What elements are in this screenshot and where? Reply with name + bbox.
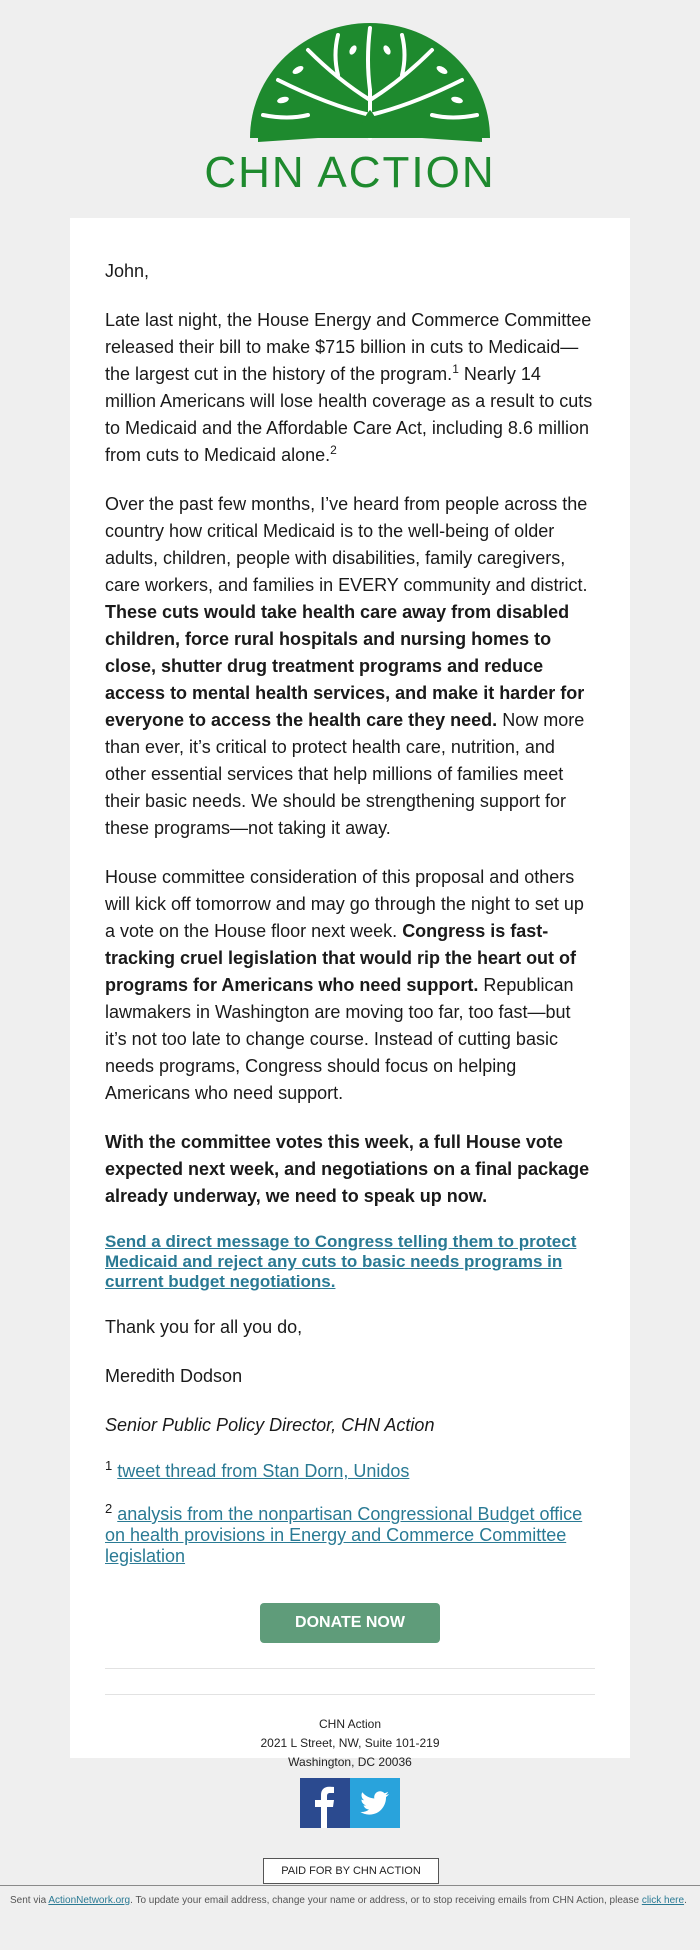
- footer-sent-via: Sent via: [10, 1895, 49, 1906]
- click-here-link[interactable]: click here: [641, 1895, 685, 1906]
- footer-text: [10, 1894, 690, 1908]
- address-city: Washington, DC 20036: [288, 1755, 412, 1769]
- footnote-2-link[interactable]: analysis from the nonpartisan Congressional Budget office on health provisions in Energy and Commerce Committee legislation: [105, 1504, 583, 1566]
- donate-now-button[interactable]: DONATE NOW: [260, 1603, 440, 1643]
- twitter-bird-icon: [350, 1778, 400, 1828]
- footnote-2-number: 2: [105, 1501, 113, 1516]
- signer-name: Meredith Dodson: [105, 1366, 243, 1386]
- facebook-icon[interactable]: [300, 1778, 350, 1828]
- address-org: CHN Action: [318, 1717, 382, 1731]
- p1-text-a: Late last night, the House Energy and Commerce Committee released their bill to make $715 billion in cuts to Medicaid—the largest cut in the history of the program.: [105, 310, 592, 384]
- divider: [105, 1694, 595, 1695]
- twitter-icon[interactable]: [350, 1778, 400, 1828]
- p4-bold: With the committee votes this week, a full House vote expected next week, and negotiations on a final package already underway, we need to speak up now.: [105, 1132, 590, 1206]
- footer-bar: [0, 1885, 700, 1950]
- footnote-ref-1: 1: [452, 362, 459, 376]
- logo-text: CHN ACTION: [204, 148, 496, 197]
- actionnetwork-link[interactable]: ActionNetwork.org: [48, 1895, 131, 1906]
- thanks-text: Thank you for all you do,: [105, 1317, 303, 1337]
- facebook-glyph-icon: [300, 1778, 350, 1828]
- send-message-link[interactable]: Send a direct message to Congress telling them to protect Medicaid and reject any cuts to basic needs programs in current budget negotiations.: [105, 1232, 577, 1291]
- footnote-1-link[interactable]: tweet thread from Stan Dorn, Unidos: [117, 1461, 410, 1481]
- divider: [105, 1668, 595, 1669]
- footnote-2: [105, 1501, 595, 1567]
- social-links: [300, 1778, 400, 1828]
- paragraph-1: [105, 307, 595, 469]
- header: [0, 0, 700, 218]
- p2-text-b: Now more than ever, it’s critical to protect health care, nutrition, and other essential services that help millions of families meet their basic needs. We should be strengthening support for these programs—not taking it away.: [105, 710, 585, 838]
- email-card: [70, 218, 630, 1769]
- footnote-1-number: 1: [105, 1458, 113, 1473]
- signer-title: Senior Public Policy Director, CHN Action: [105, 1415, 435, 1435]
- paragraph-3: [105, 864, 595, 1107]
- footnote-1: [105, 1458, 595, 1482]
- donate-section: [105, 1603, 595, 1643]
- letter-body: [105, 258, 595, 1772]
- paid-for-disclaimer: PAID FOR BY CHN ACTION: [263, 1858, 439, 1884]
- address-street: 2021 L Street, NW, Suite 101-219: [260, 1736, 440, 1750]
- p3-text-a: House committee consideration of this proposal and others will kick off tomorrow and may go through the night to set up a vote on the House floor next week.: [105, 867, 584, 941]
- p3-text-b: Republican lawmakers in Washington are moving too far, too fast—but it’s not too late to change course. Instead of cutting basic needs programs, Congress should focus on helping Americans who need support.: [105, 975, 574, 1103]
- paragraph-4: [105, 1129, 595, 1210]
- tree-logo-icon: [238, 20, 502, 145]
- footer-end-text: .: [684, 1895, 687, 1906]
- mailing-address: [105, 1715, 595, 1772]
- p1-text-b: Nearly 14 million Americans will lose health coverage as a result to cuts to Medicaid and the Affordable Care Act, including 8.6 million from cuts to Medicaid alone.: [105, 364, 593, 465]
- p3-bold: Congress is fast-tracking cruel legislation that would rip the heart out of programs for Americans who need support.: [105, 921, 577, 995]
- footnote-ref-2: 2: [330, 443, 337, 457]
- greeting: John,: [105, 261, 150, 281]
- p2-text-a: Over the past few months, I’ve heard from people across the country how critical Medicaid is to the well-being of older adults, children, people with disabilities, family caregivers, care workers, and families in EVERY community and district.: [105, 494, 588, 595]
- p2-bold: These cuts would take health care away from disabled children, force rural hospitals and nursing homes to close, shutter drug treatment programs and reduce access to mental health services, and make it harder for everyone to access the health care they need.: [105, 602, 585, 730]
- footer-middle-text: . To update your email address, change your name or address, or to stop receiving emails from CHN Action, please: [130, 1895, 642, 1906]
- paragraph-2: [105, 491, 595, 842]
